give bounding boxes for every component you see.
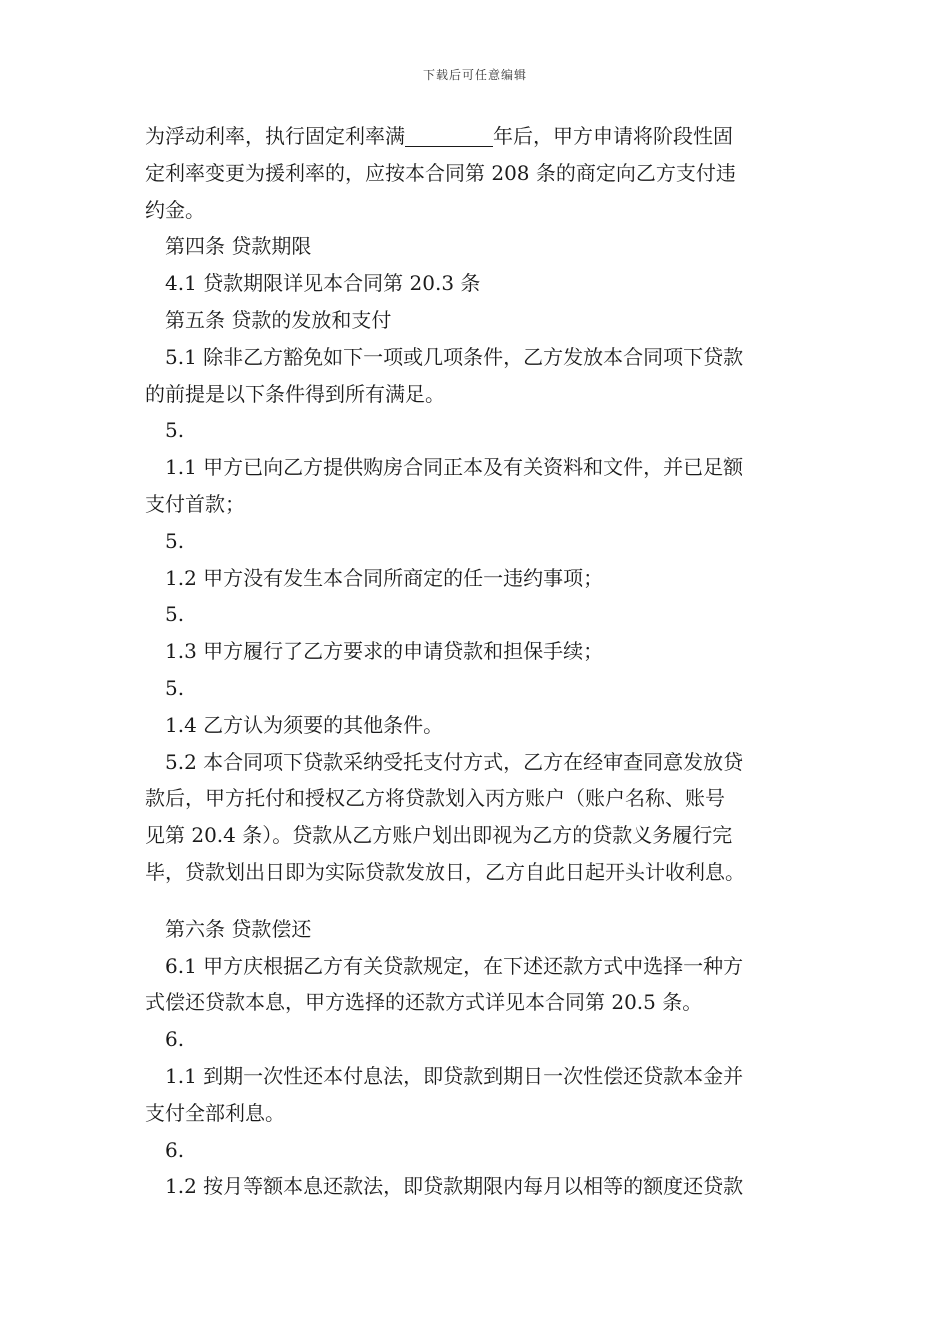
paragraph-line: 约金。 bbox=[145, 197, 205, 222]
clause-5-1-3: 1.3 甲方履行了乙方要求的申请贷款和担保手续； bbox=[165, 639, 604, 664]
clause-number: 6. bbox=[165, 1137, 185, 1162]
clause-5-2-cont: 毕，贷款划出日即为实际贷款发放日，乙方自此日起开头计收利息。 bbox=[145, 859, 745, 884]
clause-5-1-1: 1.1 甲方已向乙方提供购房合同正本及有关资料和文件，并已足额 bbox=[165, 455, 744, 480]
clause-5-2-cont: 见第 20.4 条）。贷款从乙方账户划出即视为乙方的贷款义务履行完 bbox=[145, 823, 733, 848]
article-6-title: 第六条 贷款偿还 bbox=[165, 916, 312, 941]
clause-5-1-4: 1.4 乙方认为须要的其他条件。 bbox=[165, 712, 444, 737]
clause-5-1-1-cont: 支付首款； bbox=[145, 491, 245, 516]
clause-5-1-cont: 的前提是以下条件得到所有满足。 bbox=[145, 381, 445, 406]
document-body bbox=[145, 118, 815, 1205]
clause-number: 5. bbox=[165, 528, 185, 553]
paragraph-gap bbox=[145, 891, 815, 911]
clause-number: 5. bbox=[165, 675, 185, 700]
clause-5-2-cont: 款后，甲方托付和授权乙方将贷款划入丙方账户（账户名称、账号 bbox=[145, 786, 725, 811]
clause-5-2: 5.2 本合同项下贷款采纳受托支付方式，乙方在经审查同意发放贷 bbox=[165, 749, 744, 774]
fill-in-blank bbox=[405, 124, 493, 147]
paragraph-line bbox=[145, 118, 815, 155]
article-5-title: 第五条 贷款的发放和支付 bbox=[165, 307, 392, 332]
clause-4-1: 4.1 贷款期限详见本合同第 20.3 条 bbox=[165, 271, 481, 296]
clause-number: 6. bbox=[165, 1027, 185, 1052]
clause-number: 5. bbox=[165, 418, 185, 443]
clause-5-1-2: 1.2 甲方没有发生本合同所商定的任一违约事项； bbox=[165, 565, 604, 590]
paragraph-line: 定利率变更为援利率的，应按本合同第 208 条的商定向乙方支付违 bbox=[145, 160, 736, 185]
clause-6-1-1: 1.1 到期一次性还本付息法，即贷款到期日一次性偿还贷款本金并 bbox=[165, 1063, 744, 1088]
clause-6-1-2: 1.2 按月等额本息还款法，即贷款期限内每月以相等的额度还贷款 bbox=[165, 1174, 744, 1199]
clause-6-1-1-cont: 支付全部利息。 bbox=[145, 1100, 285, 1125]
article-4-title: 第四条 贷款期限 bbox=[165, 234, 312, 259]
clause-6-1: 6.1 甲方庆根据乙方有关贷款规定，在下述还款方式中选择一种方 bbox=[165, 953, 744, 978]
text-segment: 年后，甲方申请将阶段性固 bbox=[493, 124, 733, 148]
clause-5-1: 5.1 除非乙方豁免如下一项或几项条件，乙方发放本合同项下贷款 bbox=[165, 344, 744, 369]
clause-number: 5. bbox=[165, 602, 185, 627]
clause-6-1-cont: 式偿还贷款本息，甲方选择的还款方式详见本合同第 20.5 条。 bbox=[145, 990, 703, 1015]
text-segment: 为浮动利率，执行固定利率满 bbox=[145, 124, 405, 148]
page-header-note: 下载后可任意编辑 bbox=[422, 68, 527, 82]
